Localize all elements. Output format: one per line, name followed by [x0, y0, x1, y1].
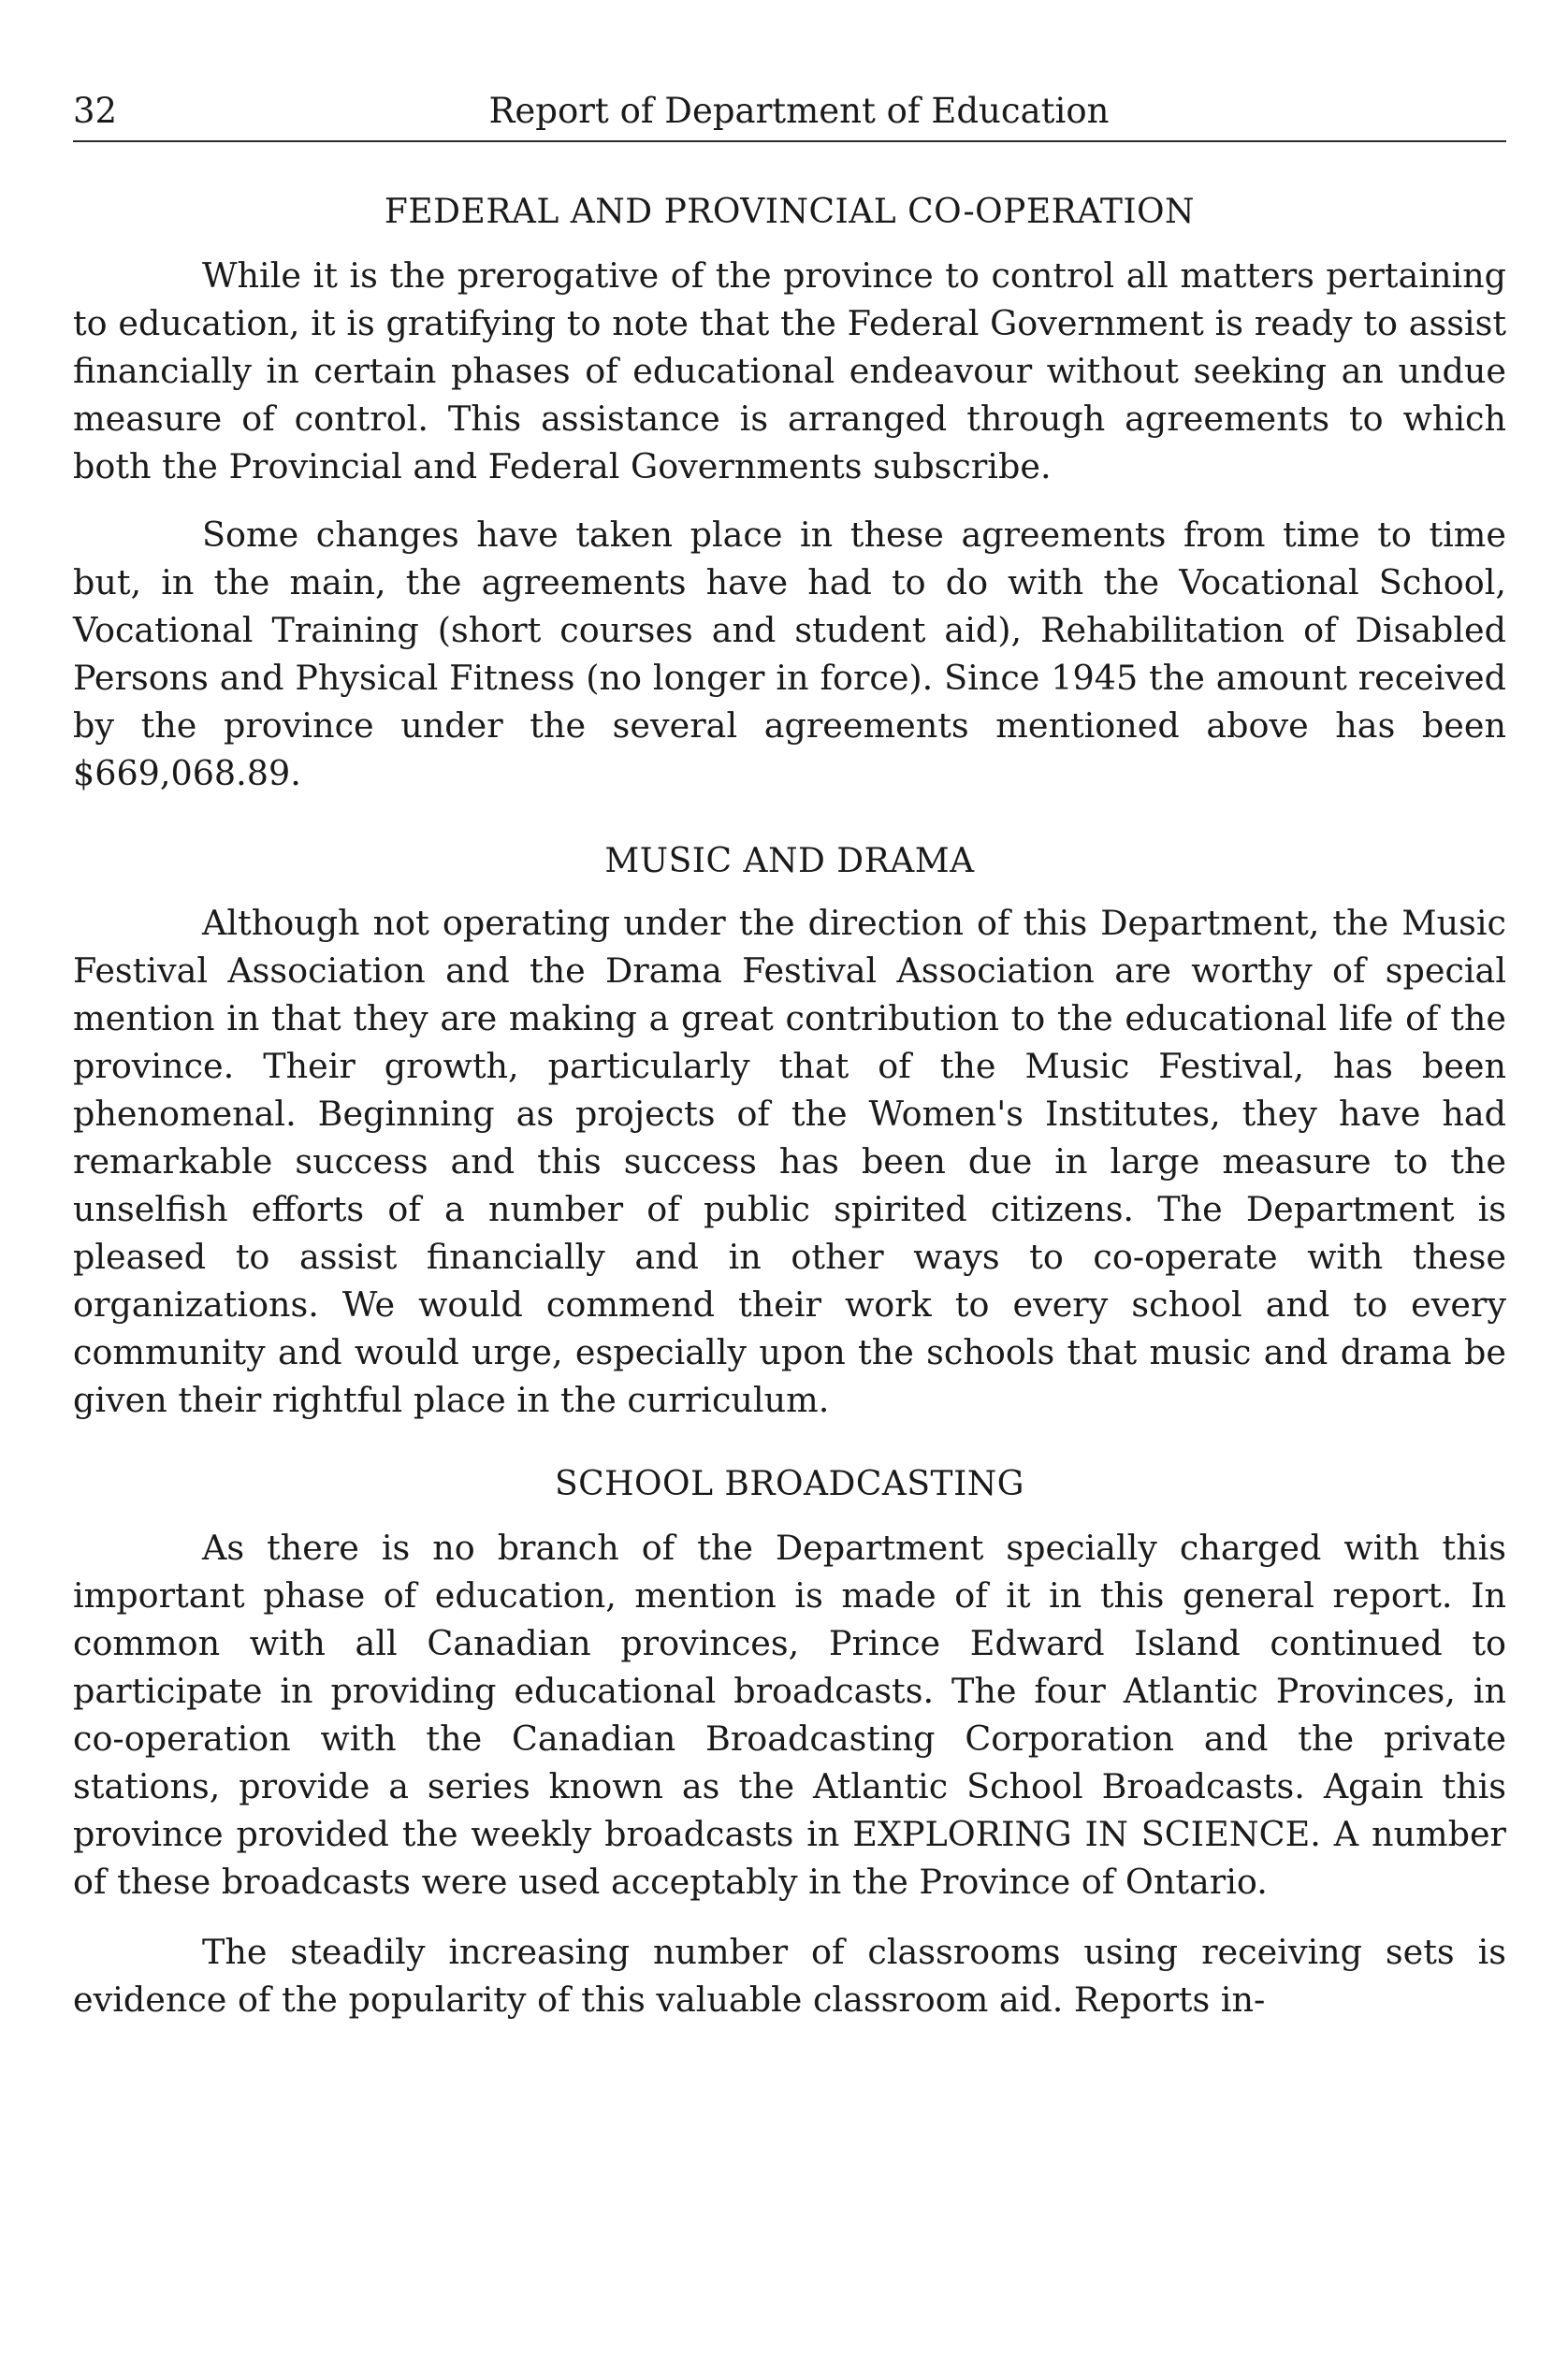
paragraph: As there is no branch of the Department specially charged with this important phase of education, mention is made of it in this general report. In common with all Canadian provinces, Prince Edward Island continued to participate in providing educational broadcasts. The four Atlantic Provinces, in co-operation with the Canadian Broadcasting Corporation and the private stations, provide a series known as the Atlantic School Broadcasts. Again this province provided the weekly broadcasts in EXPLORING IN SCIENCE. A number of these broadcasts were used acceptably in the Province of Ontario. [73, 1528, 1506, 1902]
running-title: Report of Department of Education [488, 91, 1110, 131]
document-page [73, 82, 1506, 2023]
running-header [73, 82, 1506, 142]
section-heading: MUSIC AND DRAMA [604, 842, 975, 880]
paragraph: While it is the prerogative of the province to control all matters pertaining to education, it is gratifying to note that the Federal Government is ready to assist financially in certain phases of educational endeavour without seeking an undue measure of control. This assistance is arranged through agreements to which both the Provincial and Federal Governments subscribe. [73, 255, 1506, 486]
page-number: 32 [73, 91, 118, 131]
paragraph: The steadily increasing number of classrooms using receiving sets is evidence of the popularity of this valuable classroom aid. Reports in- [73, 1932, 1506, 2020]
paragraph: Some changes have taken place in these agreements from time to time but, in the main, the agreements have had to do with the Vocational School, Vocational Training (short courses and student aid), Rehabilitation of Disabled Persons and Physical Fitness (no longer in force). Since 1945 the amount received by the province under the several agreements mentioned above has been $669,068.89. [73, 515, 1506, 793]
section-heading: FEDERAL AND PROVINCIAL CO-OPERATION [384, 193, 1196, 231]
section-school-broadcasting [73, 1465, 1506, 2023]
section-music-and-drama [73, 842, 1506, 1424]
section-federal-provincial-cooperation [73, 193, 1506, 797]
paragraph: Although not operating under the direction of this Department, the Music Festival Association and the Drama Festival Association are worthy of special mention in that they are making a great contribution to the educational life of the province. Their growth, particularly that of the Music Festival, has been phenomenal. Beginning as projects of the Women's Institutes, they have had remarkable success and this success has been due in large measure to the unselfish efforts of a number of public spirited citizens. The Department is pleased to assist financially and in other ways to co-operate with these organizations. We would commend their work to every school and to every community and would urge, especially upon the schools that music and drama be given their rightful place in the curriculum. [73, 903, 1506, 1420]
section-heading: SCHOOL BROADCASTING [554, 1465, 1025, 1503]
